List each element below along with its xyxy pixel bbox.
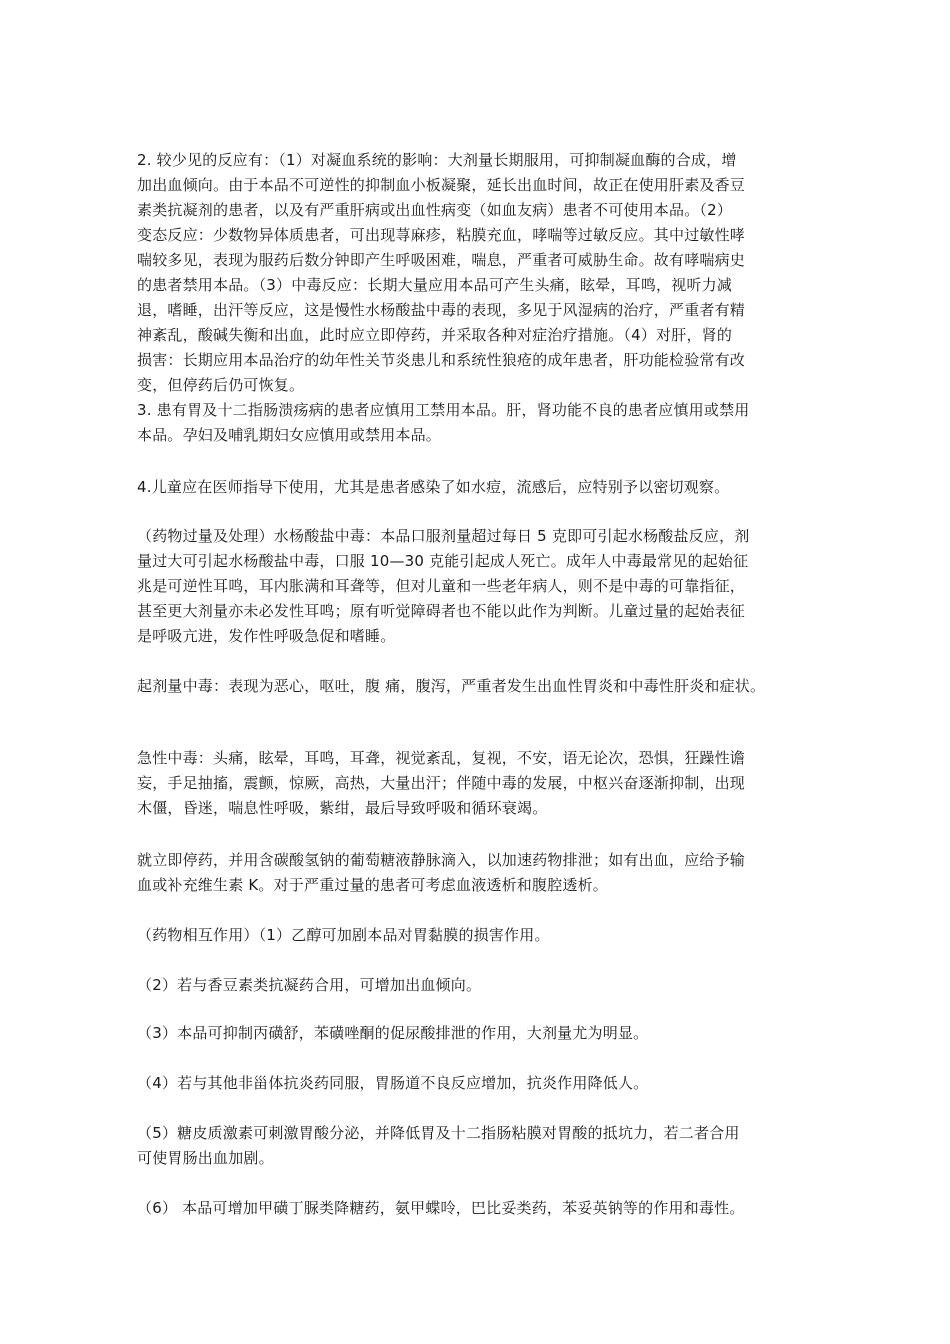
text-line: 损害：长期应用本品治疗的幼年性关节炎患儿和系统性狼疮的成年患者，肝功能检验常有改 — [137, 351, 746, 369]
text-line: 是呼吸亢进，发作性呼吸急促和嗜睡。 — [137, 627, 396, 645]
text-line: 血或补充维生素 K。对于严重过量的患者可考虑血液透析和腹腔透析。 — [137, 876, 609, 894]
text-line: （6） 本品可增加甲磺丁脲类降糖药，氨甲蝶呤，巴比妥类药，苯妥英钠等的作用和毒性。 — [137, 1199, 745, 1217]
text-line: 神紊乱，酸碱失衡和出血，此时应立即停药，并采取各种对症治疗措施。（4）对肝，肾的 — [137, 326, 733, 344]
text-line: 量过大可引起水杨酸盐中毒，口服 10—30 克能引起成人死亡。成年人中毒最常见的起始征 — [137, 552, 749, 570]
text-line: 变，但停药后仍可恢复。 — [137, 376, 305, 394]
text-line: 就立即停药，并用含碳酸氢钠的葡萄糖液静脉滴入，以加速药物排泄；如有出血，应给予输 — [137, 851, 746, 869]
text-line: （5）糖皮质激素可刺激胃酸分泌，并降低胃及十二指肠粘膜对胃酸的抵坑力，若二者合用 — [137, 1124, 740, 1142]
text-line: （4）若与其他非甾体抗炎药同服，胃肠道不良反应增加，抗炎作用降低人。 — [137, 1074, 649, 1092]
text-line: 加出血倾向。由于本品不可逆性的抑制血小板凝聚，延长出血时间，故正在使用肝素及香豆 — [137, 176, 746, 194]
text-line: 4.儿童应在医师指导下使用，尤其是患者感染了如水痘，流感后，应特别予以密切观察。 — [137, 478, 730, 496]
text-line: 木僵，昏迷，喘息性呼吸，紫绀，最后导致呼吸和循环衰竭。 — [137, 799, 548, 817]
text-line: 2. 较少见的反应有：（1）对凝血系统的影响：大剂量长期服用，可抑制凝血酶的合成，增 — [137, 151, 737, 169]
text-line: （2）若与香豆素类抗凝药合用，可增加出血倾向。 — [137, 976, 482, 994]
text-line: 急性中毒：头痛，眩晕，耳鸣，耳聋，视觉紊乱，复视，不安，语无论次，恐惧，狂躁性谵 — [137, 749, 746, 767]
text-line: （3）本品可抑制丙磺舒，苯磺唑酮的促尿酸排泄的作用，大剂量尤为明显。 — [137, 1024, 649, 1042]
text-line: 起剂量中毒：表现为恶心，呕吐，腹 痛，腹泻，严重者发生出血性胃炎和中毒性肝炎和症状。 — [137, 677, 766, 695]
text-line: 兆是可逆性耳鸣，耳内胀满和耳聋等，但对儿童和一些老年病人，则不是中毒的可靠指征， — [137, 577, 746, 595]
text-line: 3. 患有胃及十二指肠溃疡病的患者应慎用工禁用本品。肝，肾功能不良的患者应慎用或禁用 — [137, 401, 750, 419]
text-line: （药物过量及处理）水杨酸盐中毒：本品口服剂量超过每日 5 克即可引起水杨酸盐反应，剂 — [137, 527, 750, 545]
text-line: （药物相互作用）（1）乙醇可加剧本品对胃黏膜的损害作用。 — [137, 926, 550, 944]
text-line: 的患者禁用本品。（3）中毒反应：长期大量应用本品可产生头痛，眩晕，耳鸣，视听力减 — [137, 276, 733, 294]
text-line: 甚至更大剂量亦未必发性耳鸣；原有听觉障碍者也不能以此作为判断。儿童过量的起始表征 — [137, 602, 746, 620]
text-line: 素类抗凝剂的患者，以及有严重肝病或出血性病变（如血友病）患者不可使用本品。（2） — [137, 201, 733, 219]
text-line: 变态反应：少数物异体质患者，可出现荨麻疹，粘膜充血，哮喘等过敏反应。其中过敏性哮 — [137, 226, 746, 244]
text-line: 妄，手足抽搐，震颤，惊厥，高热，大量出汗；伴随中毒的发展，中枢兴奋逐渐抑制，出现 — [137, 774, 746, 792]
text-line: 退，嗜睡，出汗等反应，这是慢性水杨酸盐中毒的表现，多见于风湿病的治疗，严重者有精 — [137, 301, 746, 319]
text-line: 本品。孕妇及哺乳期妇女应慎用或禁用本品。 — [137, 426, 442, 444]
text-line: 喘较多见，表现为服药后数分钟即产生呼吸困难，喘息，严重者可威胁生命。故有哮喘病史 — [137, 251, 746, 269]
text-line: 可使胃肠出血加剧。 — [137, 1149, 274, 1167]
